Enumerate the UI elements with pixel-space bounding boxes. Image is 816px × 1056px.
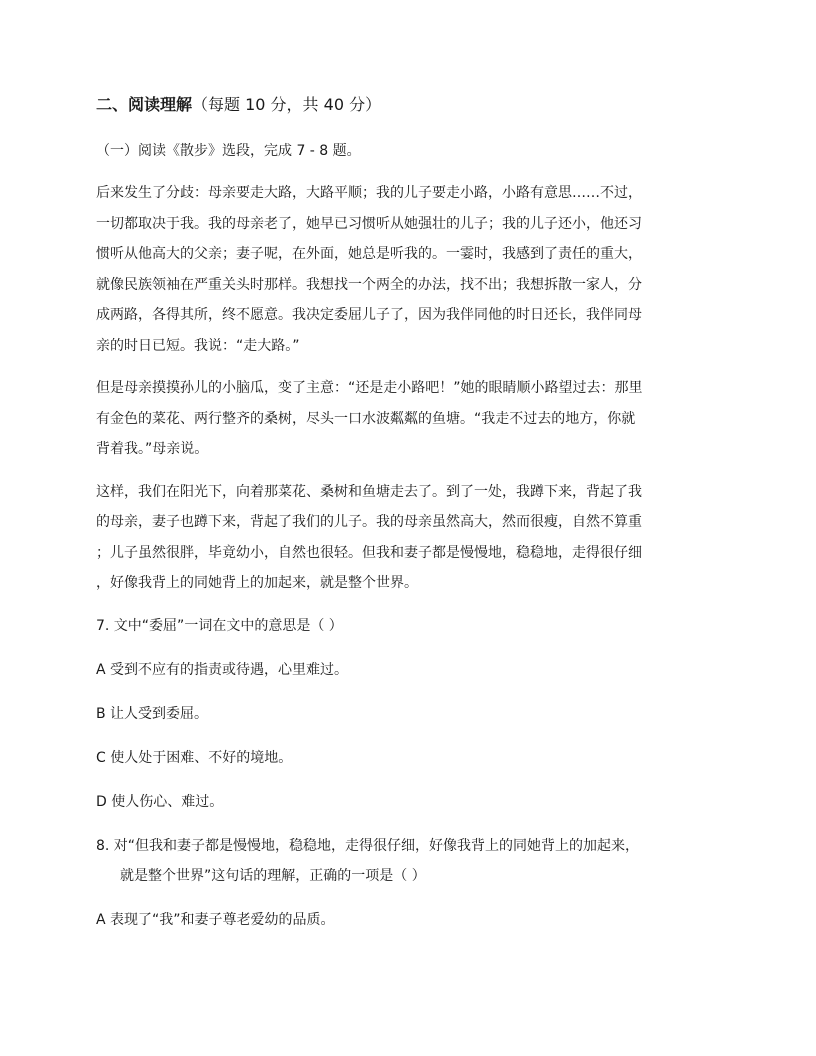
passage-line: ，好像我背上的同她背上的加起来，就是整个世界。 xyxy=(96,575,418,591)
passage-line: 背着我。”母亲说。 xyxy=(96,441,209,457)
question-8-stem-line-2: 就是整个世界”这句话的理解，正确的一项是（ ） xyxy=(120,867,426,884)
question-8-stem-line-1: 8. 对“但我和妻子都是慢慢地，稳稳地，走得很仔细，好像我背上的同她背上的加起来， xyxy=(96,837,640,854)
passage-line: 后来发生了分歧：母亲要走大路，大路平顺；我的儿子要走小路，小路有意思……不过， xyxy=(96,185,642,201)
passage-line: 有金色的菜花、两行整齐的桑树，尽头一口水波粼粼的鱼塘。“我走不过去的地方，你就 xyxy=(96,410,636,427)
section-title-bold: 二、阅读理解 xyxy=(96,95,193,114)
question-7-option-a: A 受到不应有的指责或待遇，心里难过。 xyxy=(96,661,349,678)
passage-line: 成两路，各得其所，终不愿意。我决定委屈儿子了，因为我伴同他的时日还长，我伴同母 xyxy=(96,307,642,323)
passage-paragraph-3 xyxy=(96,477,728,599)
passage-line: 惯听从他高大的父亲；妻子呢，在外面，她总是听我的。一霎时，我感到了责任的重大， xyxy=(96,246,642,262)
question-7-option-b: B 让人受到委屈。 xyxy=(96,705,209,722)
passage-paragraph-1 xyxy=(96,178,728,361)
question-7-stem: 7. 文中“委屈”一词在文中的意思是（ ） xyxy=(96,617,343,634)
question-8-stem xyxy=(96,831,728,891)
passage-line: 亲的时日已短。我说：“走大路。” xyxy=(96,337,300,354)
passage-line: 但是母亲摸摸孙儿的小脑瓜，变了主意：“还是走小路吧！”她的眼睛顺小路望过去：那里 xyxy=(96,380,643,396)
question-7-option-d: D 使人伤心、难过。 xyxy=(96,793,224,810)
passage-paragraph-2 xyxy=(96,373,728,465)
reading-instructions: （一）阅读《散步》选段，完成 7 - 8 题。 xyxy=(96,143,361,159)
section-title xyxy=(96,90,728,120)
passage-line: 就像民族领袖在严重关头时那样。我想找一个两全的办法，找不出；我想拆散一家人，分 xyxy=(96,276,642,293)
passage-line: ；儿子虽然很胖，毕竟幼小，自然也很轻。但我和妻子都是慢慢地，稳稳地，走得很仔细 xyxy=(96,544,642,561)
section-title-scoring: （每题 10 分，共 40 分） xyxy=(192,95,382,114)
passage-line: 这样，我们在阳光下，向着那菜花、桑树和鱼塘走去了。到了一处，我蹲下来，背起了我 xyxy=(96,483,642,500)
question-8-option-a: A 表现了“我”和妻子尊老爱幼的品质。 xyxy=(96,911,335,928)
question-7-option-c: C 使人处于困难、不好的境地。 xyxy=(96,749,293,766)
passage-line: 的母亲，妻子也蹲下来，背起了我们的儿子。我的母亲虽然高大，然而很瘦，自然不算重 xyxy=(96,514,642,530)
passage-line: 一切都取决于我。我的母亲老了，她早已习惯听从她强壮的儿子；我的儿子还小，他还习 xyxy=(96,215,642,232)
document-content xyxy=(96,90,728,949)
